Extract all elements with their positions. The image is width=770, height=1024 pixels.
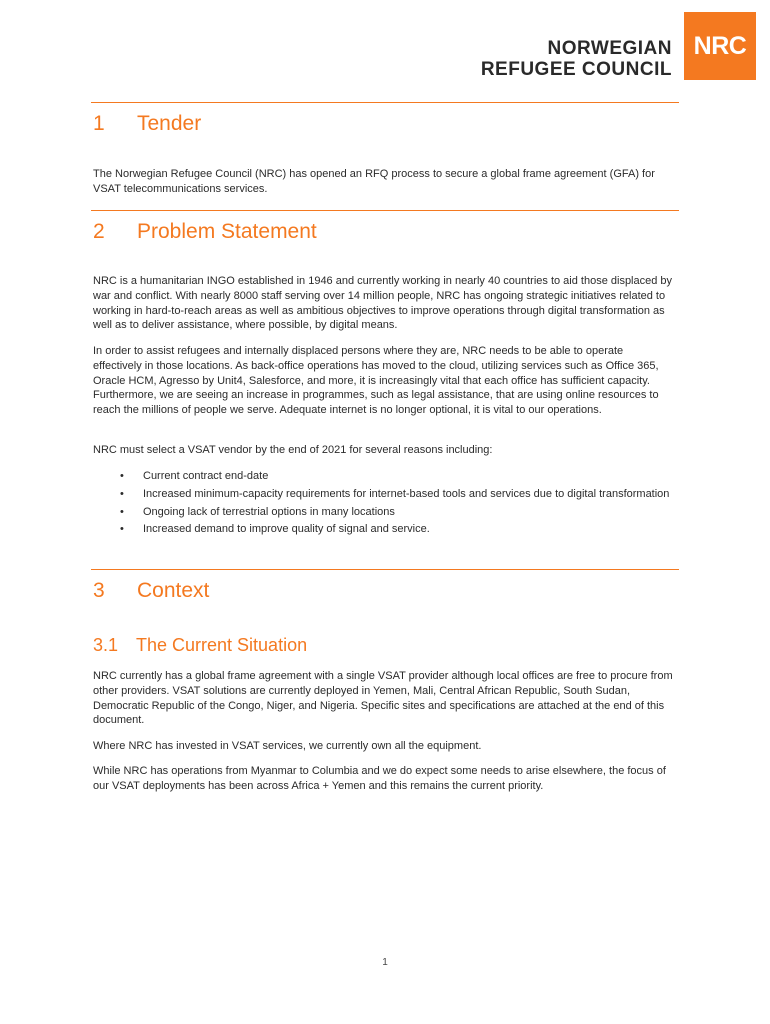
subheading-title: The Current Situation [136, 635, 308, 655]
section-divider [91, 210, 679, 211]
list-item: • Ongoing lack of terrestrial options in many locations [93, 505, 673, 520]
organization-name [481, 38, 672, 80]
subheading-number: 3.1 [93, 635, 119, 655]
list-item: • Increased demand to improve quality of signal and service. [93, 522, 673, 537]
paragraph: While NRC has operations from Myanmar to Columbia and we do expect some needs to arise elsewhere, the focus of our VSAT deployments has been across Africa + Yemen and this remains the current priority. [93, 765, 666, 792]
paragraph: NRC currently has a global frame agreement with a single VSAT provider although local offices are free to procure from other providers. VSAT solutions are currently deployed in Yemen, Mali, Central African Republic, South Sudan, Democratic Republic of the Congo, Niger, and Nigeria. Specific sites and specifications are attached at the end of this document. [93, 670, 673, 727]
logo-line-1: NORWEGIAN [547, 38, 672, 59]
list-item: • Increased minimum-capacity requirements for internet-based tools and services due to digital transformation [93, 487, 673, 502]
logo-line-2: REFUGEE COUNCIL [480, 59, 672, 80]
section-divider [91, 102, 679, 103]
paragraph: In order to assist refugees and internally displaced persons where they are, NRC needs to be able to operate effectively in those locations. As back-office operations has moved to the cloud, utilizing services such as Office 365, Oracle HCM, Agresso by Unit4, Salesforce, and more, it is increasingly vital that each office has sufficient capacity. Furthermore, we are seeing an increase in programmes, such as legal assistance, that are using online resources to reach the millions of people we serve. Adequate internet is no longer optional, it is vital to our operations. [93, 345, 659, 417]
bullet-icon: • [120, 523, 124, 536]
bullet-list [93, 469, 673, 540]
subheading-current-situation [93, 634, 307, 656]
list-item: • Current contract end-date [93, 469, 673, 484]
nrc-logo: NRC [684, 12, 756, 80]
bullet-icon: • [120, 470, 124, 482]
heading-number: 3 [93, 579, 105, 602]
heading-tender [93, 112, 201, 136]
heading-title: Problem Statement [137, 220, 317, 243]
heading-number: 2 [93, 220, 105, 243]
section-divider [91, 569, 679, 570]
heading-problem-statement [93, 220, 317, 244]
paragraph: Where NRC has invested in VSAT services, we currently own all the equipment. [93, 740, 482, 752]
heading-title: Context [137, 579, 210, 602]
heading-context [93, 579, 209, 603]
paragraph: NRC is a humanitarian INGO established in 1946 and currently working in nearly 40 countries to aid those displaced by war and conflict. With nearly 8000 staff serving over 14 million people, NRC has ongoing strategic initiatives related to working in hard-to-reach areas as well as ambitious objectives to improve operations through digital transformation as well as to deliver assistance, where possible, by digital means. [93, 275, 673, 332]
bullet-icon: • [120, 505, 124, 518]
heading-title: Tender [137, 112, 202, 135]
paragraph: NRC must select a VSAT vendor by the end of 2021 for several reasons including: [93, 444, 493, 456]
paragraph: The Norwegian Refugee Council (NRC) has opened an RFQ process to secure a global frame agreement (GFA) for VSAT telecommunications services. [93, 168, 655, 195]
page-number: 1 [382, 957, 388, 968]
heading-number: 1 [93, 112, 105, 135]
bullet-icon: • [120, 487, 124, 500]
